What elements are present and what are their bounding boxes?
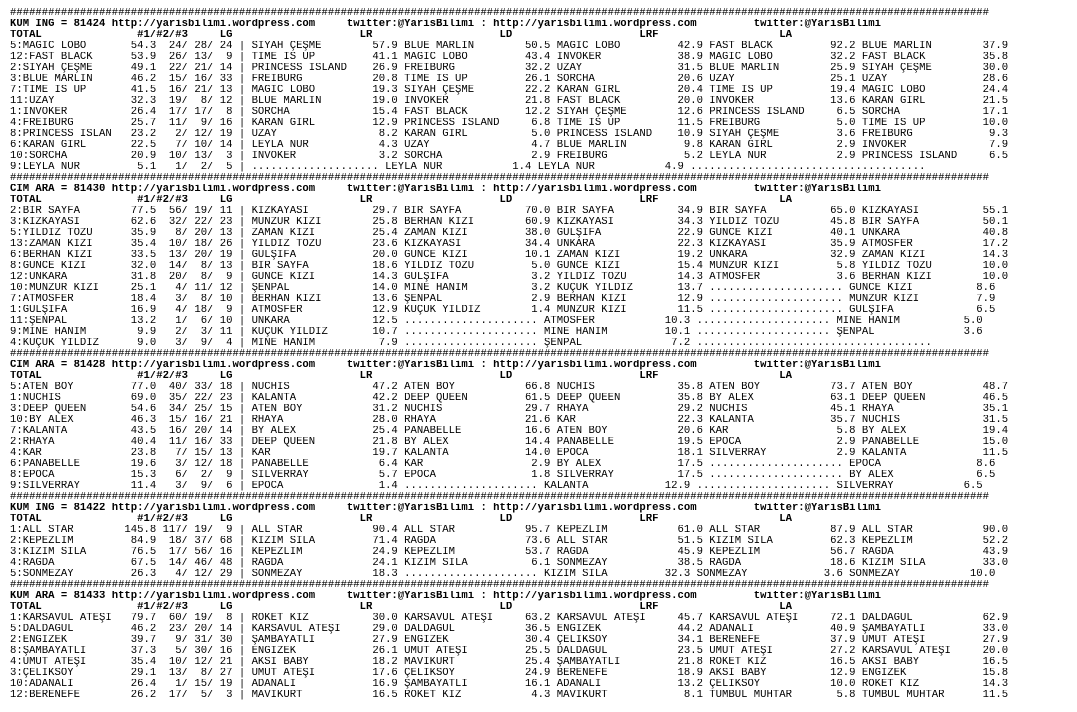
column-header: TOTAL #1/#2/#3 LG LR LD LRF LA — [10, 371, 792, 382]
data-row: 9:MİNE HANIM 9.9 2/ 3/ 11 | KÜÇÜK YILDIZ 10.7 ..................... MİNE HANIM 10.1 ..................... ŞENPAL 3.6 — [10, 327, 983, 338]
data-row: 11:UZAY 32.3 19/ 8/ 12 | BLUE MARLIN 19.0 INVOKER 21.8 FAST BLACK 20.0 INVOKER 13.6 KARAN GIRL 21.5 — [10, 96, 1009, 107]
data-row: 6:KARAN GIRL 22.5 7/ 10/ 14 | LEYLA NUR 4.3 UZAY 4.7 BLUE MARLIN 9.8 KARAN GIRL 2.9 INVOKER 7.9 — [10, 140, 1009, 151]
data-row: 3:KIZIM SILA 76.5 17/ 56/ 16 | KEPEZLİM 24.9 KEPEZLİM 53.7 RAĞDA 45.9 KEPEZLİM 56.7 RAĞDA 43.9 — [10, 547, 1009, 558]
data-row: 4:RAĞDA 67.5 14/ 46/ 48 | RAĞDA 24.1 KIZIM SILA 6.1 SÖNMEZAY 38.5 RAĞDA 18.6 KIZIM SILA 33.0 — [10, 558, 1009, 569]
race-header: KUM ARA = 81433 http://yarisbilimi.wordpress.com twitter:@YarisBilimi : http://yarisbilimi.wordpress.com twitter:@YarisBilimi — [10, 591, 881, 602]
race-header: CIM ARA = 81428 http://yarisbilimi.wordpress.com twitter:@YarisBilimi : http://yarisbilimi.wordpress.com twitter:@YarisBilimi — [10, 360, 881, 371]
data-row: 7:TIME IS UP 41.5 16/ 21/ 13 | MAGIC LOBO 19.3 SİYAH ÇEŞME 22.2 KARAN GIRL 20.4 TIME IS UP 19.4 MAGIC LOBO 24.4 — [10, 85, 1009, 96]
data-row: 1:ALL STAR 145.8 117/ 19/ 9 | ALL STAR 90.4 ALL STAR 95.7 KEPEZLİM 61.0 ALL STAR 87.9 ALL STAR 90.0 — [10, 525, 1009, 536]
column-header: TOTAL #1/#2/#3 LG LR LD LRF LA — [10, 602, 792, 613]
race-header: KUM ING = 81422 http://yarisbilimi.wordpress.com twitter:@YarisBilimi : http://yarisbilimi.wordpress.com twitter:@YarisBilimi — [10, 503, 881, 514]
data-row: 12:BERENEFE 26.2 17/ 5/ 3 | MAVİKURT 16.5 ROKET KIZ 4.3 MAVİKURT 8.1 TUMBUL MUHTAR 5.8 TUMBUL MUHTAR 11.5 — [10, 690, 1009, 701]
data-row: 7:KALANTA 43.5 16/ 20/ 14 | BY ALEX 25.4 PANABELLE 16.6 ATEN BOY 20.6 KAR 5.8 BY ALEX 19.4 — [10, 426, 1009, 437]
data-row: 4:UMUT ATEŞİ 35.4 10/ 12/ 21 | AKSİ BABY 18.2 MAVİKURT 25.4 ŞAMBAYATLI 21.8 ROKET KIZ 16.5 AKSİ BABY 16.5 — [10, 657, 1009, 668]
data-row: 2:BIR SAYFA 77.5 56/ 19/ 11 | KIZKAYASI 29.7 BIR SAYFA 70.0 BIR SAYFA 34.9 BIR SAYFA 65.0 KIZKAYASI 55.1 — [10, 206, 1009, 217]
column-header: TOTAL #1/#2/#3 LG LR LD LRF LA — [10, 30, 792, 41]
section-separator: ########################################################################################################################################################## — [10, 492, 990, 503]
data-row: 10:SORCHA 20.9 10/ 13/ 3 | INVOKER 3.2 SORCHA 2.9 FREIBURG 5.2 LEYLA NUR 2.9 PRINCESS ISLAND 6.5 — [10, 151, 1009, 162]
data-row: 5:DALDAGÜL 46.2 23/ 20/ 14 | KARSAVUL ATEŞİ 29.0 DALDAGÜL 36.5 ENGİZEK 44.2 ADANALI 40.9 ŞAMBAYATLI 33.0 — [10, 624, 1009, 635]
data-row: 2:SİYAH ÇEŞME 49.1 22/ 21/ 14 | PRINCESS ISLAND 26.9 FREIBURG 32.2 UZAY 31.5 BLUE MARLIN 25.9 SİYAH ÇEŞME 30.0 — [10, 63, 1009, 74]
data-row: 5:SÖNMEZAY 26.3 4/ 12/ 29 | SÖNMEZAY 18.3 ..................... KIZIM SILA 32.3 SÖNMEZAY 3.6 SÖNMEZAY 10.0 — [10, 569, 996, 580]
data-row: 5:YILDIZ TOZU 35.9 8/ 20/ 13 | ZAMAN KIZI 25.4 ZAMAN KIZI 38.0 GÜLŞİFA 22.9 GUNCE KIZI 40.1 ÜNKARA 40.8 — [10, 228, 1009, 239]
data-row: 2:ENGİZEK 39.7 9/ 31/ 30 | ŞAMBAYATLI 27.9 ENGİZEK 30.4 ÇELİKSOY 34.1 BERENEFE 37.9 UMUT ATEŞİ 27.9 — [10, 635, 1009, 646]
section-separator: ########################################################################################################################################################## — [10, 580, 990, 591]
data-row: 1:GÜLŞİFA 16.9 4/ 18/ 9 | ATMOSFER 12.9 KÜÇÜK YILDIZ 1.4 MUNZUR KIZI 11.5 ..................... GÜLŞİFA 6.5 — [10, 305, 996, 316]
data-row: 9:SILVERRAY 11.4 3/ 9/ 6 | EPOCA 1.4 ..................... KALANTA 12.9 ..................... SILVERRAY 6.5 — [10, 481, 983, 492]
data-row: 7:ATMOSFER 18.4 3/ 8/ 10 | BERHAN KIZI 13.6 ŞENPAL 2.9 BERHAN KIZI 12.9 ..................... MUNZUR KIZI 7.9 — [10, 294, 996, 305]
data-row: 9:LEYLA NUR 5.1 1/ 2/ 5 | .................... LEYLA NUR 1.4 LEYLA NUR 4.9 ..................................... — [10, 162, 926, 173]
data-row: 4:KAR 23.8 7/ 15/ 13 | KAR 19.7 KALANTA 14.0 EPOCA 18.1 SILVERRAY 2.9 KALANTA 11.5 — [10, 448, 1009, 459]
data-row: 3:BLUE MARLIN 46.2 15/ 16/ 33 | FREIBURG 20.8 TIME IS UP 26.1 SORCHA 20.6 UZAY 25.1 UZAY 28.6 — [10, 74, 1009, 85]
data-row: 13:ZAMAN KIZI 35.4 10/ 18/ 26 | YILDIZ TOZU 23.6 KIZKAYASI 34.4 ÜNKARA 22.3 KIZKAYASI 35.9 ATMOSFER 17.2 — [10, 239, 1009, 250]
data-row: 10:ADANALI 26.4 1/ 15/ 19 | ADANALI 16.9 ŞAMBAYATLI 16.1 ADANALI 13.2 ÇELİKSOY 10.0 ROKET KIZ 14.3 — [10, 679, 1009, 690]
data-row: 2:KEPEZLİM 84.9 18/ 37/ 68 | KIZIM SILA 71.4 RAĞDA 73.6 ALL STAR 51.5 KIZIM SILA 62.3 KEPEZLİM 52.2 — [10, 536, 1009, 547]
column-header: TOTAL #1/#2/#3 LG LR LD LRF LA — [10, 195, 792, 206]
data-row: 3:DEEP QUEEN 54.6 34/ 25/ 15 | ATEN BOY 31.2 NUCHIS 29.7 RHAYA 29.2 NUCHIS 45.1 RHAYA 35.1 — [10, 404, 1009, 415]
data-row: 1:NUCHIS 69.0 35/ 22/ 23 | KALANTA 42.2 DEEP QUEEN 61.5 DEEP QUEEN 35.8 BY ALEX 63.1 DEEP QUEEN 46.5 — [10, 393, 1009, 404]
section-separator: ########################################################################################################################################################## — [10, 173, 990, 184]
data-row: 8:GUNCE KIZI 32.0 14/ 8/ 13 | BIR SAYFA 18.6 YILDIZ TOZU 5.0 GUNCE KIZI 15.4 MUNZUR KIZI 5.8 YILDIZ TOZU 10.0 — [10, 261, 1009, 272]
race-header: CIM ARA = 81430 http://yarisbilimi.wordpress.com twitter:@YarisBilimi : http://yarisbilimi.wordpress.com twitter:@YarisBilimi — [10, 184, 881, 195]
data-row: 3:KIZKAYASI 62.6 32/ 22/ 23 | MUNZUR KIZI 25.8 BERHAN KIZI 60.9 KIZKAYASI 34.3 YILDIZ TOZU 45.8 BIR SAYFA 50.1 — [10, 217, 1009, 228]
data-row: 10:MUNZUR KIZI 25.1 4/ 11/ 12 | ŞENPAL 14.0 MİNE HANIM 3.2 KÜÇÜK YILDIZ 13.7 ..................... GUNCE KIZI 8.6 — [10, 283, 996, 294]
data-row: 2:RHAYA 40.4 11/ 16/ 33 | DEEP QUEEN 21.8 BY ALEX 14.4 PANABELLE 19.5 EPOCA 2.9 PANABELLE 15.0 — [10, 437, 1009, 448]
data-row: 12:ÜNKARA 31.8 20/ 8/ 9 | GUNCE KIZI 14.3 GÜLŞİFA 3.2 YILDIZ TOZU 14.3 ATMOSFER 3.6 BERHAN KIZI 10.0 — [10, 272, 1009, 283]
data-row: 4:FREIBURG 25.7 11/ 9/ 16 | KARAN GIRL 12.9 PRINCESS ISLAND 6.8 TIME IS UP 11.5 FREIBURG 5.0 TIME IS UP 10.0 — [10, 118, 1009, 129]
column-header: TOTAL #1/#2/#3 LG LR LD LRF LA — [10, 514, 792, 525]
section-separator: ########################################################################################################################################################## — [10, 349, 990, 360]
data-row: 3:ÇELİKSOY 29.1 13/ 8/ 27 | UMUT ATEŞİ 17.6 ÇELİKSOY 24.9 BERENEFE 18.9 AKSİ BABY 12.9 ENGİZEK 15.8 — [10, 668, 1009, 679]
data-row: 8:EPOCA 15.3 6/ 2/ 9 | SILVERRAY 5.7 EPOCA 1.8 SILVERRAY 17.5 ..................... BY ALEX 6.5 — [10, 470, 996, 481]
data-row: 6:PANABELLE 19.6 3/ 12/ 18 | PANABELLE 6.4 KAR 2.9 BY ALEX 17.5 ..................... EPOCA 8.6 — [10, 459, 996, 470]
race-header: KUM ING = 81424 http://yarisbilimi.wordpress.com twitter:@YarisBilimi : http://yarisbilimi.wordpress.com twitter:@YarisBilimi — [10, 19, 881, 30]
data-row: 1:INVOKER 26.4 17/ 17/ 8 | SORCHA 15.4 FAST BLACK 12.2 SİYAH ÇEŞME 12.6 PRINCESS ISLAND 6.5 SORCHA 17.1 — [10, 107, 1009, 118]
data-row: 5:MAGIC LOBO 54.3 24/ 28/ 24 | SİYAH ÇEŞME 57.9 BLUE MARLIN 50.5 MAGIC LOBO 42.9 FAST BLACK 92.2 BLUE MARLIN 37.9 — [10, 41, 1009, 52]
section-separator: ########################################################################################################################################################## — [10, 8, 990, 19]
data-row: 12:FAST BLACK 53.9 26/ 13/ 9 | TIME IS UP 41.1 MAGIC LOBO 43.4 INVOKER 38.9 MAGIC LOBO 32.2 FAST BLACK 35.8 — [10, 52, 1009, 63]
data-row: 8:PRINCESS ISLAN 23.2 2/ 12/ 19 | UZAY 8.2 KARAN GIRL 5.0 PRINCESS ISLAND 10.9 SİYAH ÇEŞME 3.6 FREIBURG 9.3 — [10, 129, 1009, 140]
data-row: 4:KÜÇÜK YILDIZ 9.0 3/ 9/ 4 | MİNE HANIM 7.9 ..................... ŞENPAL 7.2 ..................................... — [10, 338, 932, 349]
data-row: 11:ŞENPAL 13.2 1/ 6/ 10 | ÜNKARA 12.5 ..................... ATMOSFER 10.3 ..................... MİNE HANIM 5.0 — [10, 316, 983, 327]
data-row: 1:KARSAVUL ATEŞİ 79.7 60/ 19/ 8 | ROKET KIZ 30.0 KARSAVUL ATEŞİ 63.2 KARSAVUL ATEŞİ 45.7 KARSAVUL ATEŞİ 72.1 DALDAGÜL 62.9 — [10, 613, 1009, 624]
data-row: 5:ATEN BOY 77.0 40/ 33/ 18 | NUCHIS 47.2 ATEN BOY 66.8 NUCHIS 35.8 ATEN BOY 73.7 ATEN BOY 48.7 — [10, 382, 1009, 393]
data-row: 8:ŞAMBAYATLI 37.3 5/ 30/ 16 | ENGİZEK 26.1 UMUT ATEŞİ 25.5 DALDAGÜL 23.5 UMUT ATEŞİ 27.2 KARSAVUL ATEŞİ 20.0 — [10, 646, 1009, 657]
data-row: 6:BERHAN KIZI 33.5 13/ 20/ 19 | GÜLŞİFA 20.0 GUNCE KIZI 10.1 ZAMAN KIZI 19.2 ÜNKARA 32.9 ZAMAN KIZI 14.3 — [10, 250, 1009, 261]
data-row: 10:BY ALEX 46.3 15/ 16/ 21 | RHAYA 28.0 RHAYA 21.6 KAR 22.3 KALANTA 35.7 NUCHIS 31.5 — [10, 415, 1009, 426]
